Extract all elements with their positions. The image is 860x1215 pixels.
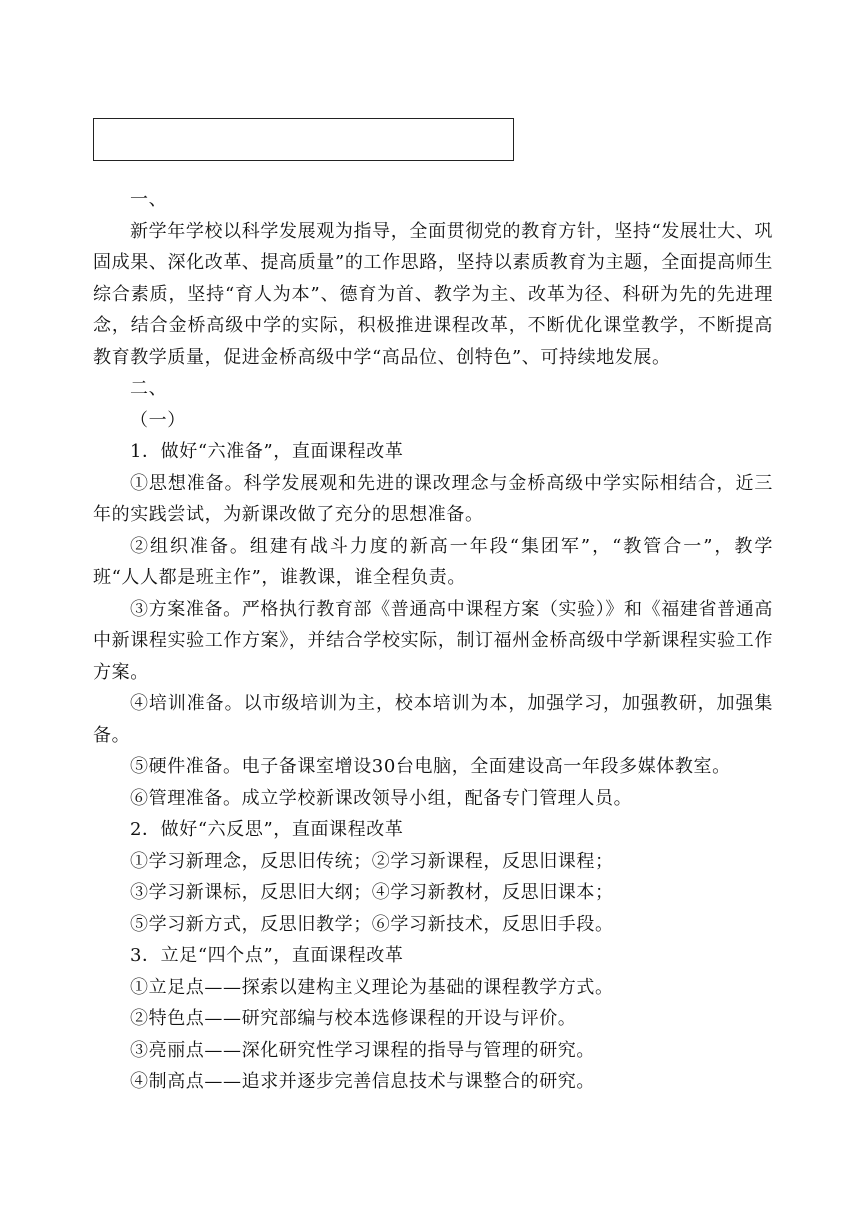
reflection-line-3: ⑤学习新方式，反思旧教学；⑥学习新技术，反思旧手段。 [130,913,614,935]
point-feature: ②特色点——研究部编与校本选修课程的开设与评价。 [130,1008,577,1029]
subsection-heading-1: （一） [130,409,186,431]
document-body [93,184,773,1098]
point-commanding-height: ④制高点——追求并逐步完善信息技术与课整合的研究。 [130,1071,595,1092]
preparation-organizational: ②组织准备。组建有战斗力度的新高一年段“集团军”，“教管合一”，教学班“人人都是班主作”，谁教课，谁全程负责。 [93,535,773,588]
point-highlight: ③亮丽点——深化研究性学习课程的指导与管理的研究。 [130,1039,595,1061]
title-box [93,118,514,161]
reflection-line-2: ③学习新课标，反思旧大纲；④学习新教材，反思旧课本； [130,882,614,903]
item-heading-four-points: 3．立足“四个点”，直面课程改革 [130,945,404,966]
item-heading-six-preparations: 1．做好“六准备”，直面课程改革 [130,441,404,462]
preparation-plan: ③方案准备。严格执行教育部《普通高中课程方案（实验）》和《福建省普通高中新课程实验工作方案》，并结合学校实际，制订福州金桥高级中学新课程实验工作方案。 [93,598,773,683]
preparation-training: ④培训准备。以市级培训为主，校本培训为本，加强学习，加强教研，加强集备。 [93,693,773,746]
point-foothold: ①立足点——探索以建构主义理论为基础的课程教学方式。 [130,976,614,998]
preparation-management: ⑥管理准备。成立学校新课改领导小组，配备专门管理人员。 [130,787,633,809]
preparation-hardware: ⑤硬件准备。电子备课室增设30台电脑，全面建设高一年段多媒体教室。 [130,756,731,777]
section-heading-1: 一、 [130,189,168,210]
intro-paragraph: 新学年学校以科学发展观为指导，全面贯彻党的教育方针，坚持“发展壮大、巩固成果、深化改革、提高质量”的工作思路，坚持以素质教育为主题，全面提高师生综合素质，坚持“育人为本”、德育为首、教学为主、改革为径、科研为先的先进理念，结合金桥高级中学的实际，积极推进课程改革，不断优化课堂教学，不断提高教育教学质量，促进金桥高级中学“高品位、创特色”、可持续地发展。 [93,220,773,368]
section-heading-2: 二、 [130,378,168,399]
item-heading-six-reflections: 2．做好“六反思”，直面课程改革 [130,819,404,840]
preparation-ideological: ①思想准备。科学发展观和先进的课改理念与金桥高级中学实际相结合，近三年的实践尝试，为新课改做了充分的思想准备。 [93,472,773,525]
reflection-line-1: ①学习新理念，反思旧传统；②学习新课程，反思旧课程； [130,850,614,872]
